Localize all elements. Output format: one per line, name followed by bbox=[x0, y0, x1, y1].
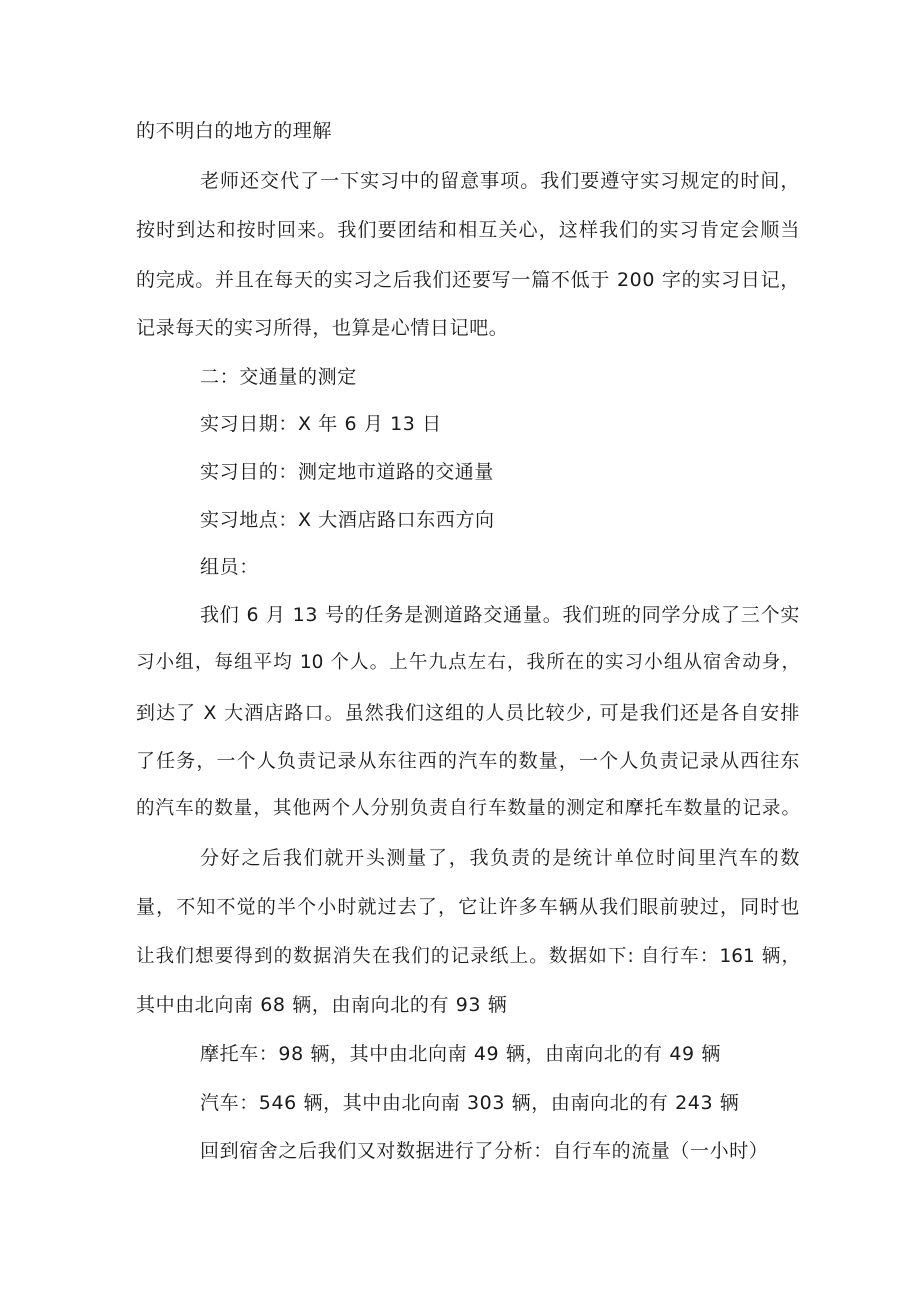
text-line: 了任务，一个人负责记录从东往西的汽车的数量，一个人负责记录从西往东 bbox=[136, 750, 800, 772]
text-line: 的完成。并且在每天的实习之后我们还要写一篇不低于 200 字的实习日记， bbox=[136, 269, 800, 291]
text-line: 的汽车的数量，其他两个人分别负责自行车数量的测定和摩托车数量的记录。 bbox=[136, 798, 800, 819]
text-line: 我们 6 月 13 号的任务是测道路交通量。我们班的同学分成了三个实 bbox=[200, 604, 800, 626]
text-line: 实习地点：X 大酒店路口东西方向 bbox=[200, 509, 495, 531]
text-line: 分好之后我们就开头测量了，我负责的是统计单位时间里汽车的数 bbox=[200, 847, 800, 869]
text-line: 老师还交代了一下实习中的留意事项。我们要遵守实习规定的时间， bbox=[200, 170, 800, 192]
text-line: 的不明白的地方的理解 bbox=[136, 120, 333, 142]
section-heading: 二：交通量的测定 bbox=[200, 366, 357, 388]
text-line: 摩托车：98 辆，其中由北向南 49 辆，由南向北的有 49 辆 bbox=[200, 1043, 721, 1065]
text-line: 让我们想要得到的数据消失在我们的记录纸上。数据如下: 自行车：161 辆， bbox=[136, 946, 800, 967]
text-line: 习小组，每组平均 10 个人。上午九点左右，我所在的实习小组从宿舍动身， bbox=[136, 652, 800, 673]
text-line: 组员： bbox=[200, 556, 259, 578]
text-line: 量，不知不觉的半个小时就过去了，它让许多车辆从我们眼前驶过，同时也 bbox=[136, 896, 800, 918]
text-line: 实习日期：X 年 6 月 13 日 bbox=[200, 413, 442, 435]
text-line: 记录每天的实习所得，也算是心情日记吧。 bbox=[136, 317, 509, 339]
text-line: 到达了 X 大酒店路口。虽然我们这组的人员比较少, 可是我们还是各自安排 bbox=[136, 702, 800, 724]
text-line: 回到宿舍之后我们又对数据进行了分析：自行车的流量（一小时） bbox=[200, 1140, 769, 1162]
text-line: 按时到达和按时回来。我们要团结和相互关心，这样我们的实习肯定会顺当 bbox=[136, 219, 800, 241]
text-line: 实习目的：测定地市道路的交通量 bbox=[200, 461, 495, 483]
text-line: 其中由北向南 68 辆，由南向北的有 93 辆 bbox=[136, 994, 508, 1016]
text-line: 汽车：546 辆，其中由北向南 303 辆，由南向北的有 243 辆 bbox=[200, 1092, 740, 1114]
